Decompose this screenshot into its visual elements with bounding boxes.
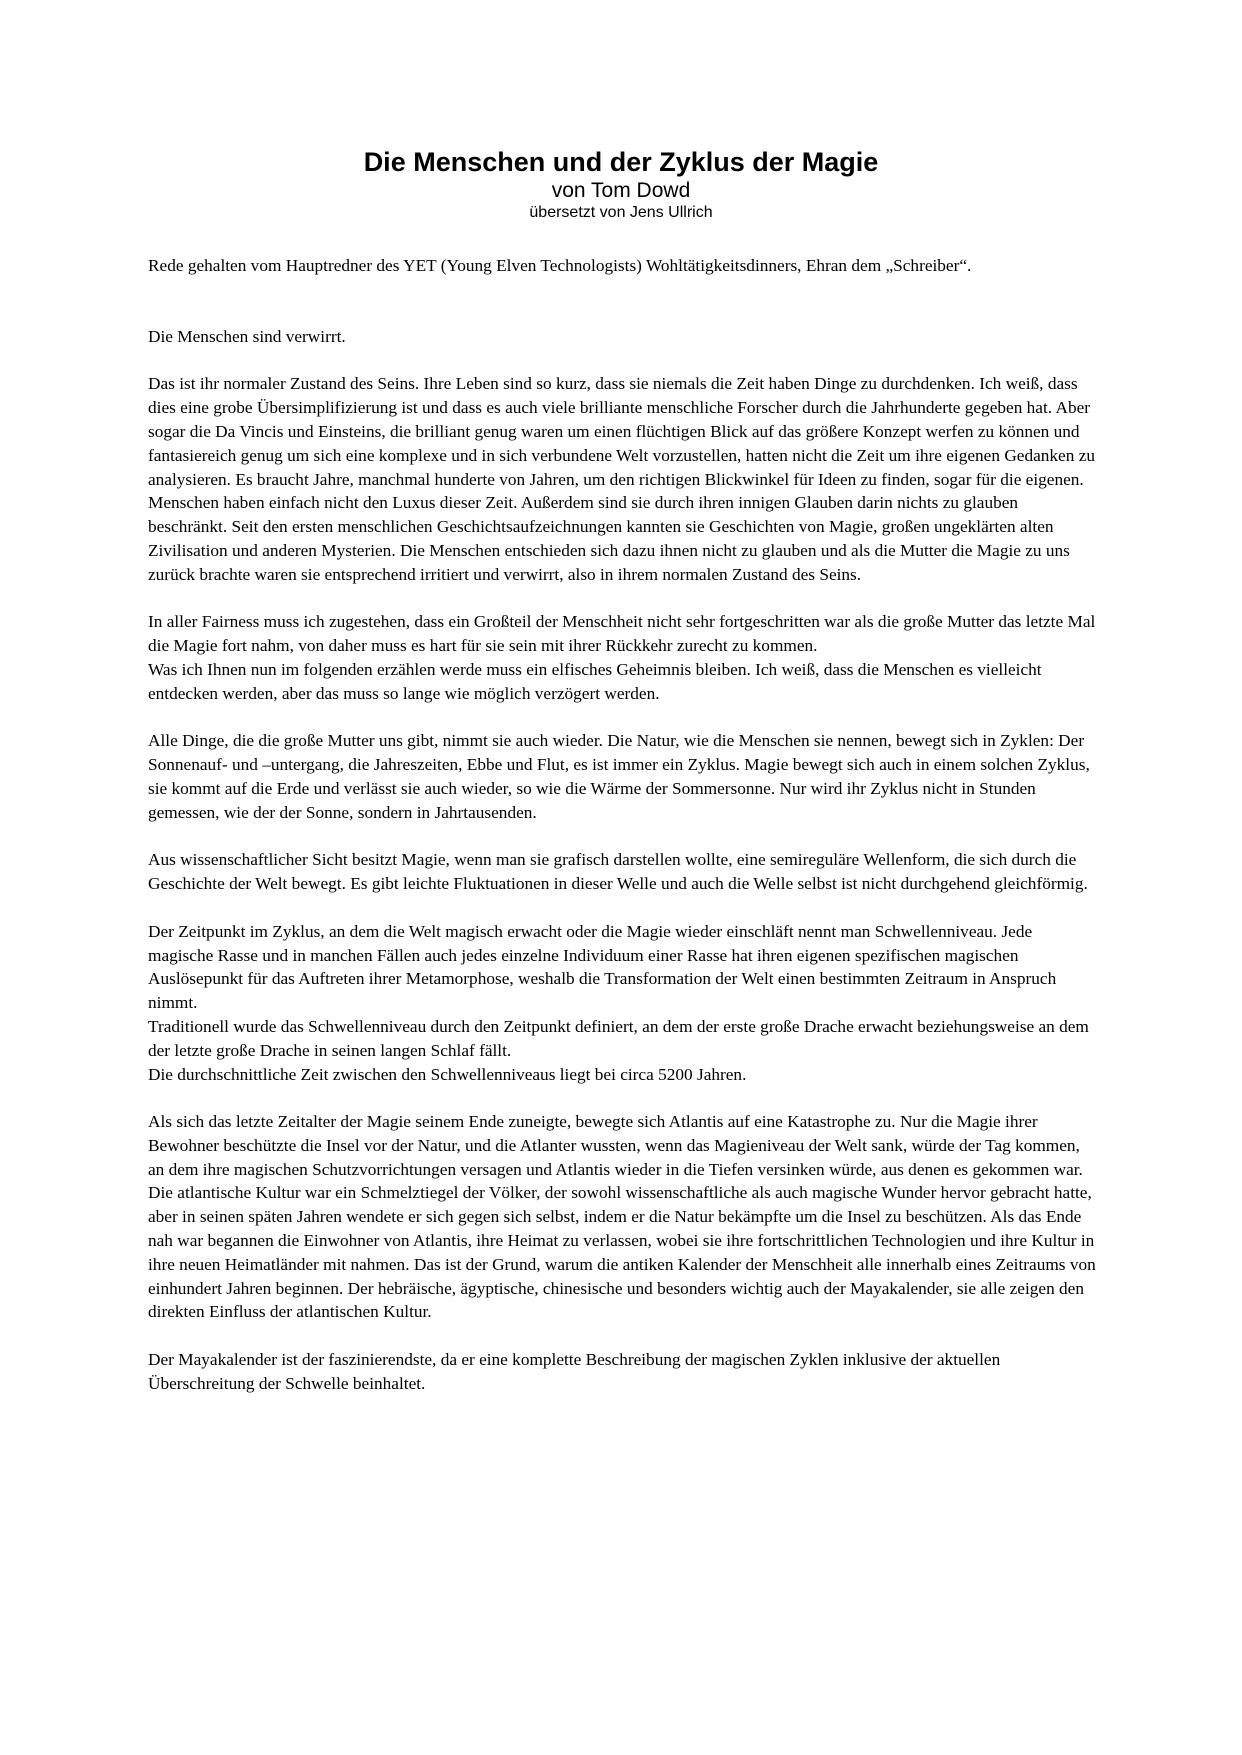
document-title: Die Menschen und der Zyklus der Magie	[363, 147, 879, 177]
document-body	[148, 254, 1098, 1419]
paragraph: Traditionell wurde das Schwellenniveau durch den Zeitpunkt definiert, an dem der erste große Drache erwacht beziehungsweise an dem der letzte große Drache in seinen langen Schlaf fällt.	[148, 1016, 1089, 1060]
paragraph: Als sich das letzte Zeitalter der Magie seinem Ende zuneigte, bewegte sich Atlantis auf eine Katastrophe zu. Nur die Magie ihrer Bewohner beschützte die Insel vor der Natur, und die Atlanter wussten, wenn das Magieniveau der Welt sank, würde der Tag kommen, an dem ihre magischen Schutzvorrichtungen versagen und Atlantis wieder in die Tiefen versinken würde, aus denen es gekommen war. Die atlantische Kultur war ein Schmelztiegel der Völker, der sowohl wissenschaftliche als auch magische Wunder hervor gebracht hatte, aber in seinen späten Jahren wendete er sich gegen sich selbst, indem er die Natur bekämpfte um die Insel zu beschützen. Als das Ende nah war begannen die Einwohner von Atlantis, ihre Heimat zu verlassen, wobei sie ihre fortschrittlichen Technologien und ihre Kultur in ihre neuen Heimatländer mit nahmen. Das ist der Grund, warum die antiken Kalender der Menschheit alle innerhalb eines Zeitraums von einhundert Jahren beginnen. Der hebräische, ägyptische, chinesische und besonders wichtig auch der Mayakalender, sie alle zeigen den direkten Einfluss der atlantischen Kultur.	[148, 1112, 1096, 1322]
paragraph: Das ist ihr normaler Zustand des Seins. Ihre Leben sind so kurz, dass sie niemals die Zeit haben Dinge zu durchdenken. Ich weiß, dass dies eine grobe Übersimplifizierung ist und dass es auch viele brilliante menschliche Forscher durch die Jahrhunderte gegeben hat. Aber sogar die Da Vincis und Einsteins, die brilliant genug waren um einen flüchtigen Blick auf das größere Konzept werfen zu können und fantasiereich genug um sich eine komplexe und in sich verbundene Welt vorzustellen, hatten nicht die Zeit um ihre eigenen Gedanken zu analysieren. Es braucht Jahre, manchmal hunderte von Jahren, um den richtigen Blickwinkel für Ideen zu finden, sogar für die eigenen. Menschen haben einfach nicht den Luxus dieser Zeit. Außerdem sind sie durch ihren innigen Glauben darin nichts zu glauben beschränkt. Seit den ersten menschlichen Geschichtsaufzeichnungen kannten sie Geschichten von Magie, großen ungeklärten alten Zivilisation und anderen Mysterien. Die Menschen entschieden sich dazu ihnen nicht zu glauben und als die Mutter die Magie zu uns zurück brachte waren sie entsprechend irritiert und verwirrt, also in ihrem normalen Zustand des Seins.	[148, 374, 1095, 584]
paragraph-intro: Rede gehalten vom Hauptredner des YET (Young Elven Technologists) Wohltätigkeitsdinners, Ehran dem „Schreiber“.	[148, 256, 972, 275]
paragraph: Die Menschen sind verwirrt.	[148, 326, 346, 346]
paragraph: Der Mayakalender ist der faszinierendste, da er eine komplette Beschreibung der magischen Zyklen inklusive der aktuellen Überschreitung der Schwelle beinhaltet.	[148, 1350, 1001, 1393]
paragraph: Aus wissenschaftlicher Sicht besitzt Magie, wenn man sie grafisch darstellen wollte, eine semireguläre Wellenform, die sich durch die Geschichte der Welt bewegt. Es gibt leichte Fluktuationen in dieser Welle und auch die Welle selbst ist nicht durchgehend gleichförmig.	[148, 850, 1088, 894]
paragraph: Der Zeitpunkt im Zyklus, an dem die Welt magisch erwacht oder die Magie wieder einschläft nennt man Schwellenniveau. Jede magische Rasse und in manchen Fällen auch jedes einzelne Individuum einer Rasse hat ihren eigenen spezifischen magischen Auslösepunkt für das Auftreten ihrer Metamorphose, weshalb die Transformation der Welt einen bestimmten Zeitraum in Anspruch nimmt.	[148, 921, 1057, 1013]
paragraph: In aller Fairness muss ich zugestehen, dass ein Großteil der Menschheit nicht sehr fortgeschritten war als die große Mutter das letzte Mal die Magie fort nahm, von daher muss es hart für sie sein mit ihrer Rückkehr zurecht zu kommen.	[148, 612, 1096, 656]
paragraph: Alle Dinge, die die große Mutter uns gibt, nimmt sie auch wieder. Die Natur, wie die Menschen sie nennen, bewegt sich in Zyklen: Der Sonnenauf- und –untergang, die Jahreszeiten, Ebbe und Flut, es ist immer ein Zyklus. Magie bewegt sich auch in einem solchen Zyklus, sie kommt auf die Erde und verlässt sie auch wieder, so wie die Wärme der Sommersonne. Nur wird ihr Zyklus nicht in Stunden gemessen, wie der der Sonne, sondern in Jahrtausenden.	[148, 731, 1090, 822]
document-translator: übersetzt von Jens Ullrich	[529, 204, 713, 221]
paragraph: Die durchschnittliche Zeit zwischen den Schwellenniveaus liegt bei circa 5200 Jahren.	[148, 1064, 747, 1084]
paragraph: Was ich Ihnen nun im folgenden erzählen werde muss ein elfisches Geheimnis bleiben. Ich weiß, dass die Menschen es vielleicht entdecken werden, aber das muss so lange wie möglich verzögert werden.	[148, 659, 1042, 703]
document-author: von Tom Dowd	[551, 179, 691, 202]
document-header	[0, 146, 1242, 223]
